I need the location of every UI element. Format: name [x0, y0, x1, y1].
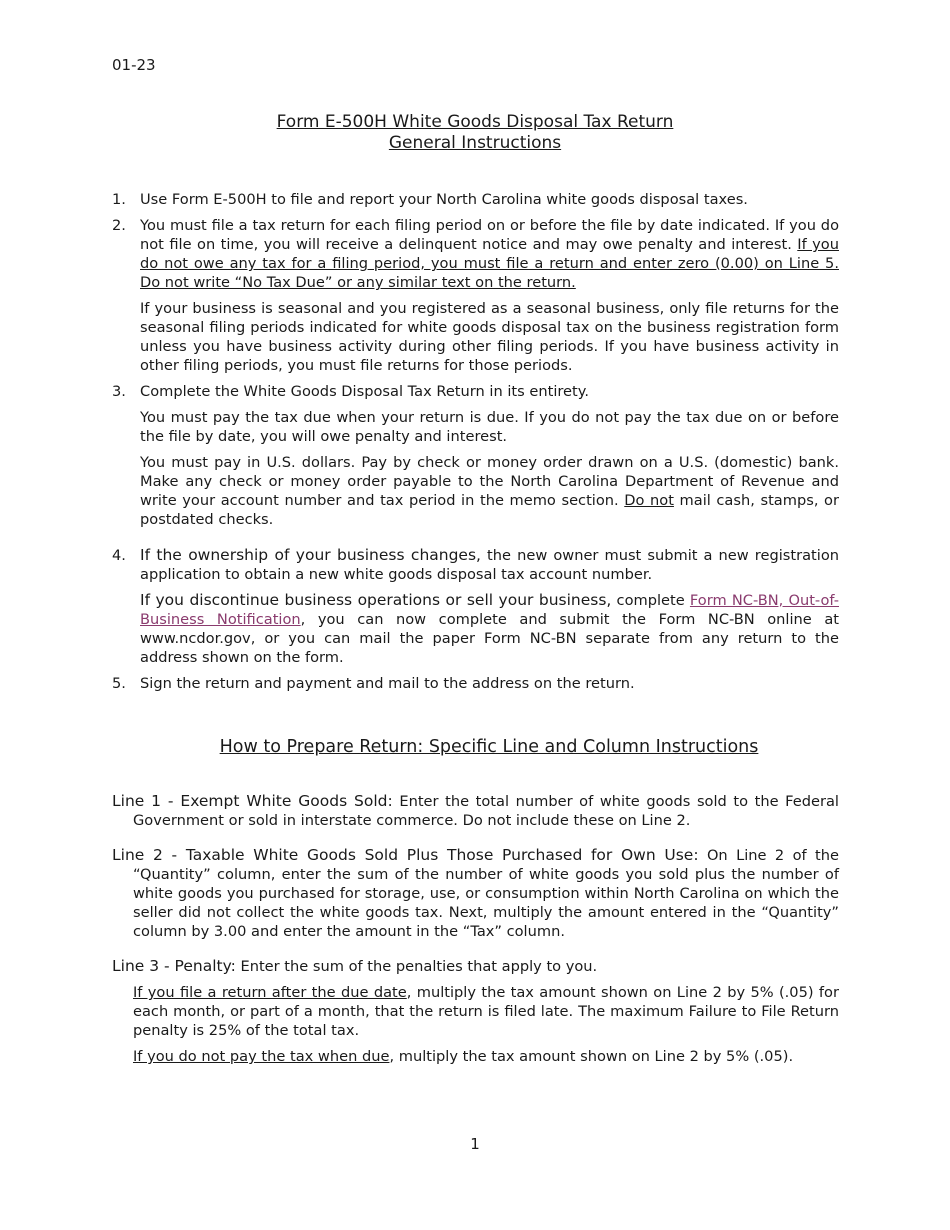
- line-instructions: [112, 792, 839, 1082]
- item-number: 5.: [112, 675, 126, 692]
- do-not-emphasis: Do not: [624, 492, 674, 509]
- specific-instructions-heading: How to Prepare Return: Specific Line and Column Instructions: [219, 737, 759, 757]
- line-1-text: Enter the total number of white goods sold to the Federal Government or sold in interstate commerce. Do not include these on Line 2.: [133, 793, 839, 829]
- late-filing-text: , multiply the tax amount shown on Line 2 by 5% (.05) for each month, or part of a month, that the return is filed late. The maximum Failure to File Return penalty is 25% of the total tax.: [133, 984, 839, 1039]
- pay-tax-due-paragraph: You must pay the tax due when your return is due. If you do not pay the tax due on or before the file by date, you will owe penalty and interest.: [140, 409, 839, 445]
- item-text: Complete the White Goods Disposal Tax Return in its entirety.: [140, 383, 589, 400]
- discontinue-text: complete: [611, 592, 690, 609]
- late-filing-condition: If you file a return after the due date: [133, 984, 407, 1001]
- instruction-item-5: [112, 674, 839, 693]
- zero-return-notice: If you do not owe any tax for a filing period, you must file a return and enter zero (0.00) on Line 5. Do not write “No Tax Due” or any similar text on the return.: [140, 236, 839, 291]
- general-instructions-list: [112, 190, 839, 700]
- discontinue-business-lead: If you discontinue business operations or sell your business,: [140, 591, 612, 609]
- line-3-text: Enter the sum of the penalties that apply to you.: [235, 958, 598, 975]
- section-title-general-instructions: General Instructions: [388, 133, 562, 153]
- item-text: the new owner must submit a new registration application to obtain a new white goods disposal tax account number.: [140, 547, 839, 583]
- item-number: 1.: [112, 191, 126, 208]
- line-2-instructions: [112, 846, 839, 941]
- instruction-item-4: [112, 546, 839, 667]
- page-number: 1: [470, 1135, 480, 1153]
- item-text: Use Form E-500H to file and report your North Carolina white goods disposal taxes.: [140, 191, 748, 208]
- line-3-label: Line 3 - Penalty:: [112, 957, 236, 975]
- seasonal-business-paragraph: If your business is seasonal and you registered as a seasonal business, only file returns for the seasonal filing periods indicated for white goods disposal tax on the business registration form unless you have business activity during other filing periods. If you have business activity in other filing periods, you must file returns for those periods.: [140, 300, 839, 374]
- item-number: 2.: [112, 217, 126, 234]
- instruction-item-2: [112, 216, 839, 375]
- form-title: Form E-500H White Goods Disposal Tax Return: [276, 112, 674, 132]
- payment-method-text: You must pay in U.S. dollars. Pay by check or money order drawn on a U.S. (domestic) bank. Make any check or money order payable to the North Carolina Department of Revenue and write your account number and tax period in the memo section.: [140, 454, 839, 509]
- form-revision-code: 01-23: [112, 56, 156, 74]
- instruction-item-1: [112, 190, 839, 209]
- form-nc-bn-link[interactable]: Form NC-BN, Out-of-Business Notification: [140, 592, 839, 628]
- ownership-change-lead: If the ownership of your business changes,: [140, 546, 481, 564]
- item-text: Sign the return and payment and mail to the address on the return.: [140, 675, 635, 692]
- line-1-label: Line 1 - Exempt White Goods Sold:: [112, 792, 393, 810]
- late-payment-text: , multiply the tax amount shown on Line 2 by 5% (.05).: [389, 1048, 794, 1065]
- item-text: You must file a tax return for each filing period on or before the file by date indicated. If you do not file on time, you will receive a delinquent notice and may owe penalty and interest.: [140, 217, 839, 253]
- line-2-label: Line 2 - Taxable White Goods Sold Plus Those Purchased for Own Use:: [112, 846, 699, 864]
- payment-method-text-end: mail cash, stamps, or postdated checks.: [140, 492, 839, 528]
- line-2-text: On Line 2 of the “Quantity” column, enter the sum of the number of white goods you sold plus the number of white goods you purchased for storage, use, or consumption within North Carolina on which the seller did not collect the white goods tax. Next, multiply the amount entered in the “Quantity” column by 3.00 and enter the amount in the “Tax” column.: [133, 847, 839, 940]
- discontinue-text-end: , you can now complete and submit the Form NC-BN online at www.ncdor.gov, or you can mail the paper Form NC-BN separate from any return to the address shown on the form.: [140, 611, 839, 666]
- line-3-instructions: [112, 957, 839, 1066]
- document-title: [0, 112, 950, 154]
- instruction-item-3: [112, 382, 839, 529]
- line-1-instructions: [112, 792, 839, 830]
- item-number: 3.: [112, 383, 126, 400]
- late-payment-condition: If you do not pay the tax when due: [133, 1048, 390, 1065]
- item-number: 4.: [112, 547, 126, 564]
